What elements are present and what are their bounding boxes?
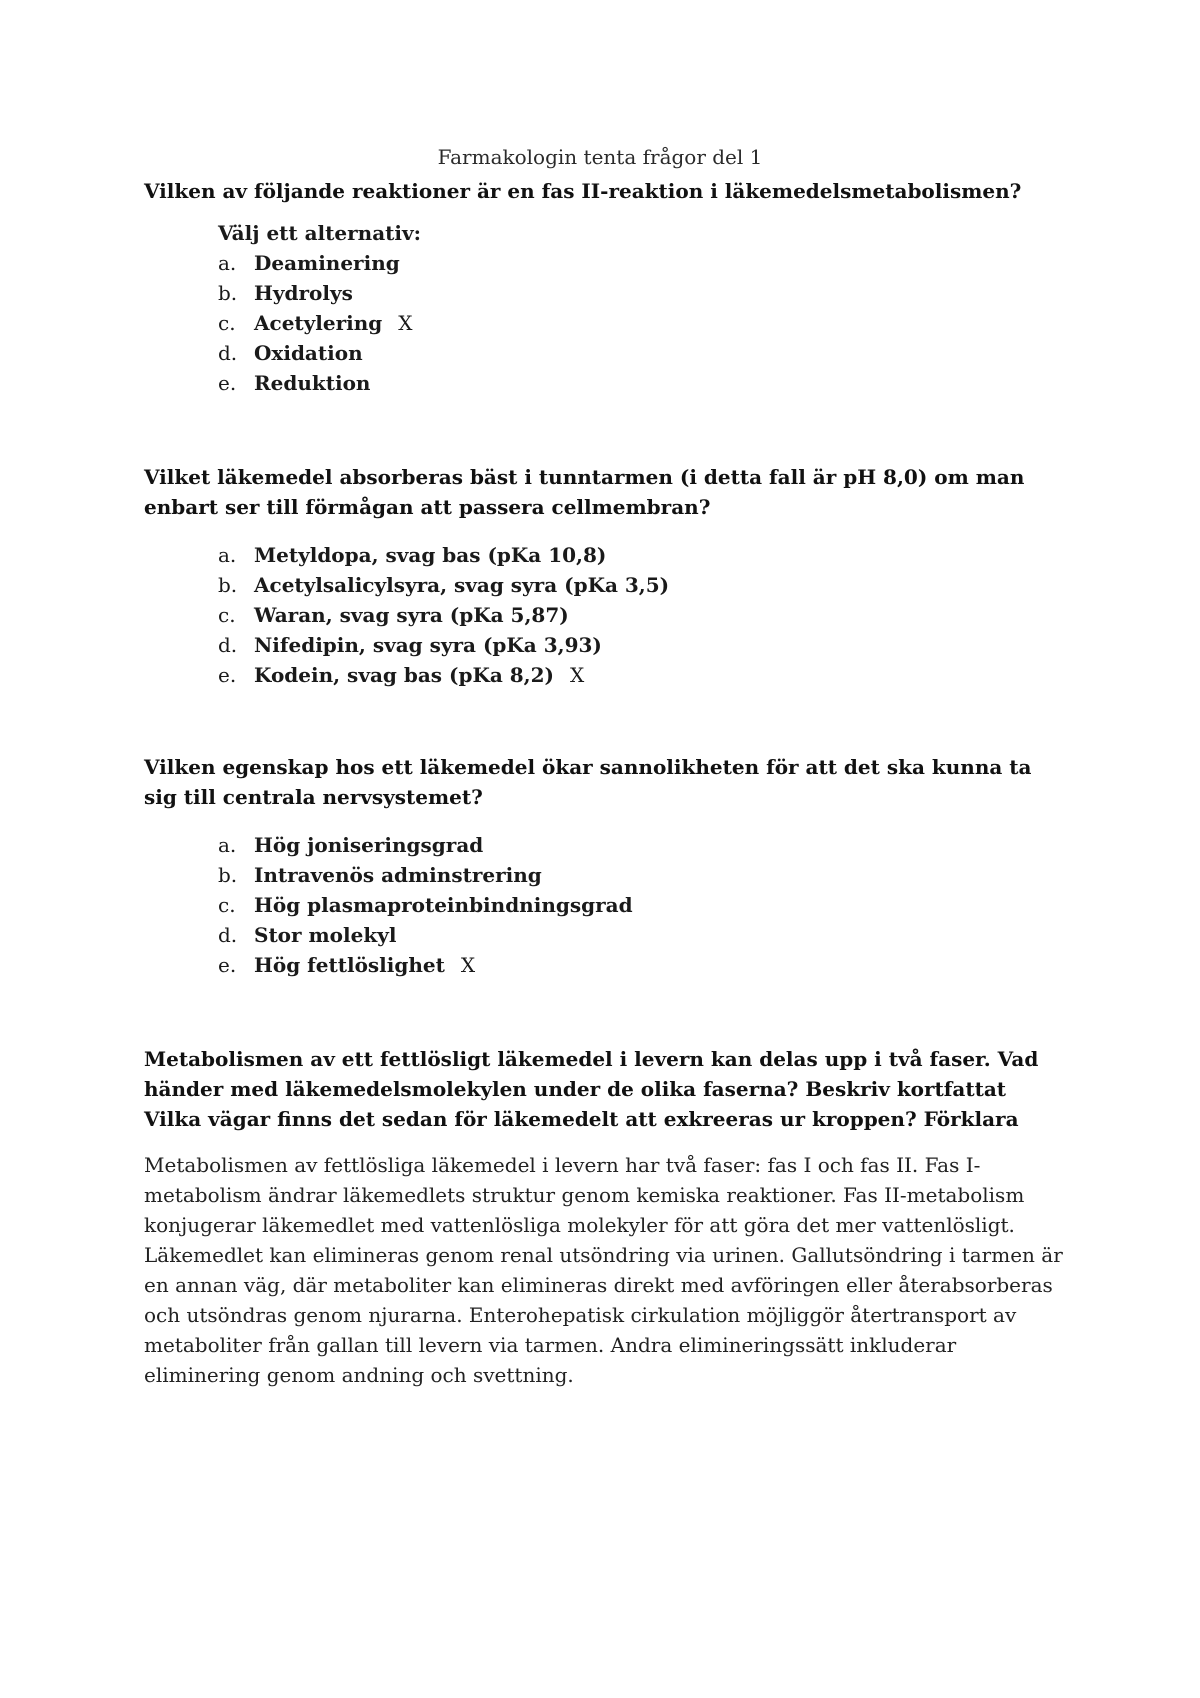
option-letter: b. (218, 863, 238, 887)
question-3-options (218, 830, 649, 980)
question-1-text: Vilken av följande reaktioner är en fas II-reaktion i läkemedelsmetabolismen? (144, 179, 1022, 203)
option-item (218, 278, 416, 308)
question-4-text: Metabolismen av ett fettlösligt läkemedel i levern kan delas upp i två faser. Vad händer med läkemedelsmolekylen under de olika faserna? Beskriv kortfattat Vilka vägar finns det sedan för läkemedelt att exkreeras ur kroppen? Förklara (144, 1047, 1039, 1131)
question-3-text: Vilken egenskap hos ett läkemedel ökar sannolikheten för att det ska kunna ta sig till centrala nervsystemet? (144, 755, 1032, 809)
option-letter: e. (218, 663, 237, 687)
option-item (218, 950, 649, 980)
option-item (218, 600, 685, 630)
option-letter: e. (218, 371, 237, 395)
option-text: Hög joniseringsgrad (254, 833, 484, 857)
option-text: Hög plasmaproteinbindningsgrad (254, 893, 633, 917)
option-letter: b. (218, 281, 238, 305)
option-text: Waran, svag syra (pKa 5,87) (254, 603, 569, 627)
question-4-answer: Metabolismen av fettlösliga läkemedel i levern har två faser: fas I och fas II. Fas I-metabolism ändrar läkemedlets struktur genom kemiska reaktioner. Fas II-metabolism konjugerar läkemedlet med vattenlösliga molekyler för att göra det mer vattenlösligt. Läkemedlet kan elimineras genom renal utsöndring via urinen. Gallutsöndring i tarmen är en annan väg, där metaboliter kan elimineras direkt med avföringen eller återabsorberas och utsöndras genom njurarna. Enterohepatisk cirkulation möjliggör återtransport av metaboliter från gallan till levern via tarmen. Andra elimineringssätt inkluderar eliminering genom andning och svettning. (144, 1153, 1063, 1387)
question-1-prompt: Välj ett alternativ: (218, 221, 421, 245)
option-item (218, 540, 685, 570)
option-item (218, 920, 649, 950)
option-item (218, 890, 649, 920)
option-letter: c. (218, 311, 236, 335)
option-item (218, 338, 416, 368)
option-item (218, 830, 649, 860)
option-letter: d. (218, 341, 238, 365)
option-text: Hydrolys (254, 281, 353, 305)
option-text: Acetylering (254, 311, 383, 335)
option-letter: e. (218, 953, 237, 977)
option-text: Deaminering (254, 251, 400, 275)
option-letter: d. (218, 923, 238, 947)
answer-mark: X (398, 311, 413, 335)
question-2-text: Vilket läkemedel absorberas bäst i tunntarmen (i detta fall är pH 8,0) om man enbart ser till förmågan att passera cellmembran? (144, 465, 1025, 519)
answer-mark: X (570, 663, 585, 687)
option-letter: c. (218, 603, 236, 627)
option-item (218, 570, 685, 600)
option-item (218, 248, 416, 278)
option-text: Kodein, svag bas (pKa 8,2) (254, 663, 555, 687)
option-text: Acetylsalicylsyra, svag syra (pKa 3,5) (254, 573, 670, 597)
document-title: Farmakologin tenta frågor del 1 (437, 145, 763, 169)
option-letter: b. (218, 573, 238, 597)
option-item (218, 860, 649, 890)
option-letter: c. (218, 893, 236, 917)
option-text: Stor molekyl (254, 923, 397, 947)
option-letter: a. (218, 833, 237, 857)
option-text: Metyldopa, svag bas (pKa 10,8) (254, 543, 607, 567)
option-item (218, 660, 685, 690)
option-letter: a. (218, 251, 237, 275)
option-item (218, 308, 416, 338)
option-letter: d. (218, 633, 238, 657)
option-letter: a. (218, 543, 237, 567)
option-text: Oxidation (254, 341, 363, 365)
option-item (218, 630, 685, 660)
question-1-options (218, 248, 416, 398)
option-text: Intravenös adminstrering (254, 863, 542, 887)
question-2-options (218, 540, 685, 690)
option-text: Nifedipin, svag syra (pKa 3,93) (254, 633, 602, 657)
option-item (218, 368, 416, 398)
option-text: Hög fettlöslighet (254, 953, 445, 977)
option-text: Reduktion (254, 371, 371, 395)
answer-mark: X (460, 953, 476, 977)
